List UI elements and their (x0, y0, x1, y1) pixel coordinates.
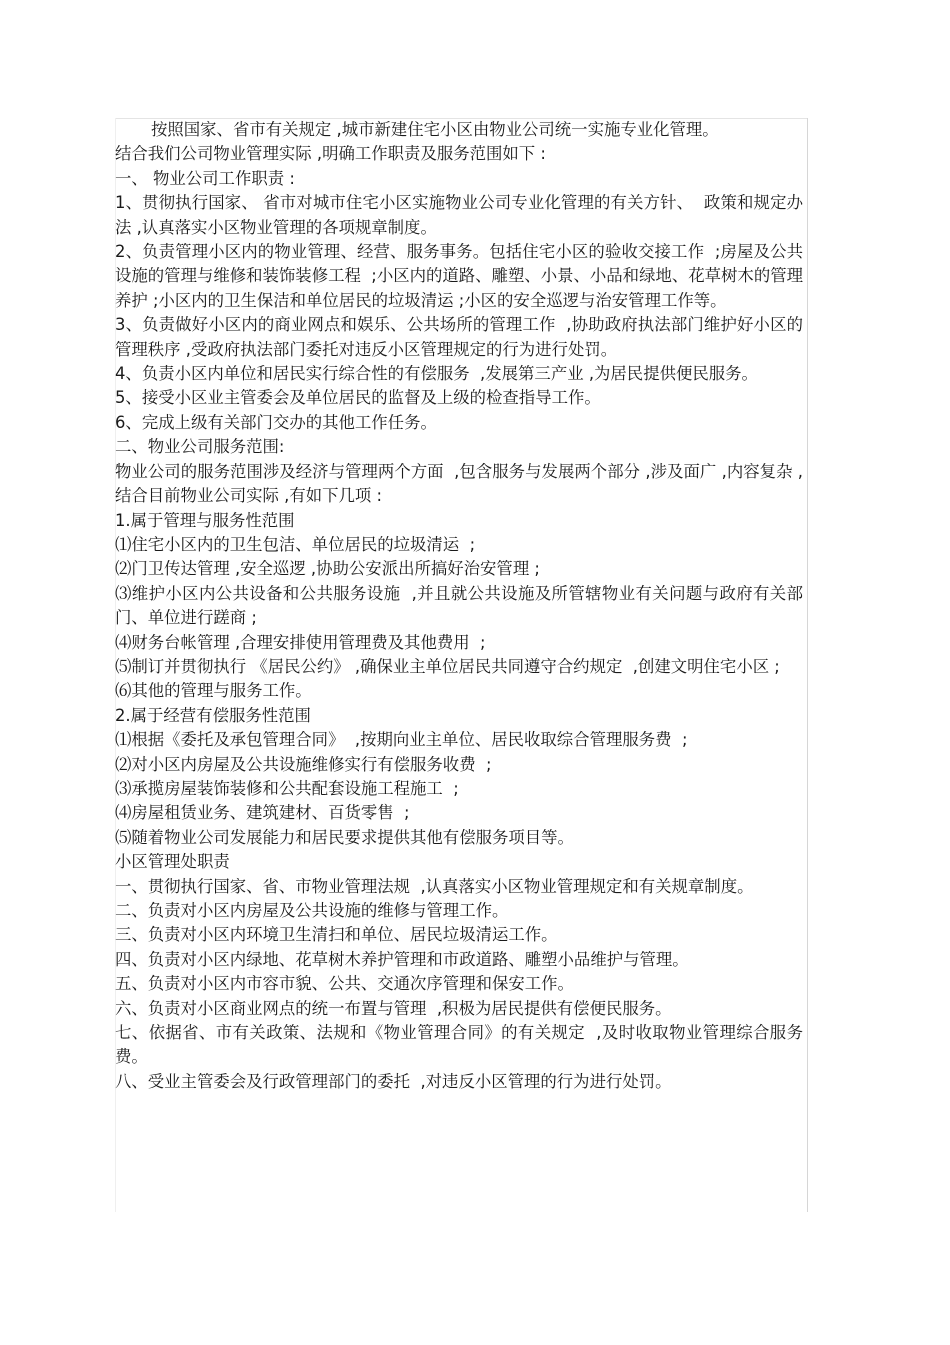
office-duty-item-2: 二、负责对小区内房屋及公共设施的维修与管理工作。 (115, 901, 509, 920)
section-heading-duties: 一、 物业公司工作职责 : (115, 168, 295, 188)
management-item-3: ⑶维护小区内公共设备和公共服务设施 ,并且就公共设施及所管辖物业有关问题与政府有关部门、单位进行蹉商 ; (115, 583, 803, 628)
office-duty-item-5: 五、负责对小区内市容市貌、公共、交通次序管理和保安工作。 (115, 974, 574, 994)
duty-item-1: 1、贯彻执行国家、 省市对城市住宅小区实施物业公司专业化管理的有关方针、 政策和规定办法 ,认真落实小区物业管理的各项规章制度。 (115, 193, 803, 237)
subsection-heading-paid-services: 2.属于经营有偿服务性范围 (115, 705, 311, 725)
management-item-1: ⑴住宅小区内的卫生包洁、单位居民的垃圾清运 ; (115, 534, 476, 554)
duty-item-3: 3、负责做好小区内的商业网点和娱乐、公共场所的管理工作 ,协助政府执法部门维护好小区的管理秩序 ,受政府执法部门委托对违反小区管理规定的行为进行处罚。 (115, 315, 803, 359)
office-duty-item-4: 四、负责对小区内绿地、花草树木养护管理和市政道路、雕塑小品维护与管理。 (115, 949, 689, 969)
office-duty-item-1: 一、贯彻执行国家、省、市物业管理法规 ,认真落实小区物业管理规定和有关规章制度。 (115, 876, 754, 896)
office-duty-item-3: 三、负责对小区内环境卫生清扫和单位、居民垃圾清运工作。 (115, 925, 558, 945)
duty-item-5: 5、接受小区业主管委会及单位居民的监督及上级的检查指导工作。 (115, 388, 601, 408)
management-item-2: ⑵门卫传达管理 ,安全巡逻 ,协助公安派出所搞好治安管理 ; (115, 559, 540, 579)
page-border-right (807, 118, 808, 1212)
office-duty-item-8: 八、受业主管委会及行政管理部门的委托 ,对违反小区管理的行为进行处罚。 (115, 1071, 672, 1091)
duty-item-2: 2、负责管理小区内的物业管理、经营、服务事务。包括住宅小区的验收交接工作 ;房屋及公共设施的管理与维修和装饰装修工程 ;小区内的道路、雕塑、小景、小品和绿地、花草树木的管理养护 ;小区内的卫生保洁和单位居民的垃圾清运 ;小区的安全巡逻与治安管理工作等。 (115, 242, 803, 310)
document-body (115, 118, 803, 1094)
management-item-5: ⑸制订并贯彻执行 《居民公约》 ,确保业主单位居民共同遵守合约规定 ,创建文明住宅小区 ; (115, 656, 780, 676)
duty-item-6: 6、完成上级有关部门交办的其他工作任务。 (115, 412, 437, 432)
management-item-6: ⑹其他的管理与服务工作。 (115, 681, 312, 701)
paid-service-item-4: ⑷房屋租赁业务、建筑建材、百货零售 ; (115, 803, 410, 823)
paragraph-intro-2: 结合我们公司物业管理实际 ,明确工作职责及服务范围如下 : (115, 144, 546, 164)
duty-item-4: 4、负责小区内单位和居民实行综合性的有偿服务 ,发展第三产业 ,为居民提供便民服务。 (115, 364, 758, 384)
management-item-4: ⑷财务台帐管理 ,合理安排使用管理费及其他费用 ; (115, 632, 486, 652)
section-heading-office-duties: 小区管理处职责 (115, 852, 230, 872)
paragraph-intro: 按照国家、省市有关规定 ,城市新建住宅小区由物业公司统一实施专业化管理。 (151, 120, 719, 139)
office-duty-item-7: 七、依据省、市有关政策、法规和《物业管理合同》的有关规定 ,及时收取物业管理综合服务费。 (115, 1023, 803, 1067)
section-heading-scope: 二、物业公司服务范围: (115, 437, 285, 457)
scope-intro: 物业公司的服务范围涉及经济与管理两个方面 ,包含服务与发展两个部分 ,涉及面广 ,内容复杂 ,结合目前物业公司实际 ,有如下几项 : (115, 461, 803, 506)
subsection-heading-management: 1.属于管理与服务性范围 (115, 510, 295, 530)
paid-service-item-3: ⑶承揽房屋装饰装修和公共配套设施工程施工 ; (115, 778, 459, 798)
paid-service-item-1: ⑴根据《委托及承包管理合同》 ,按期向业主单位、居民收取综合管理服务费 ; (115, 730, 688, 750)
office-duty-item-6: 六、负责对小区商业网点的统一布置与管理 ,积极为居民提供有偿便民服务。 (115, 998, 672, 1018)
paid-service-item-2: ⑵对小区内房屋及公共设施维修实行有偿服务收费 ; (115, 754, 492, 774)
paid-service-item-5: ⑸随着物业公司发展能力和居民要求提供其他有偿服务项目等。 (115, 827, 574, 847)
